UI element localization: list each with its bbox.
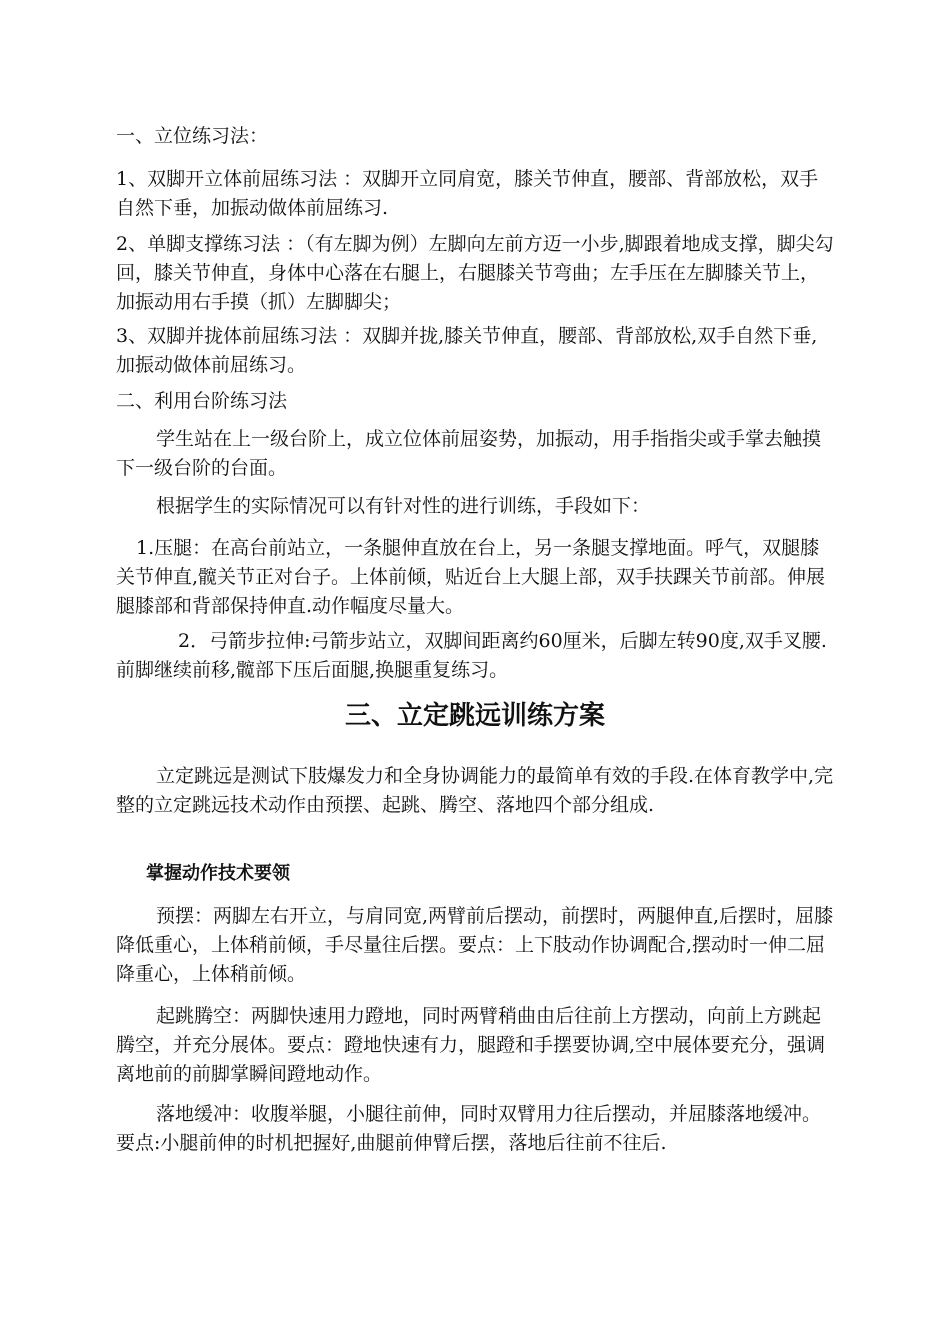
section-2-item-1: 1.压腿：在高台前站立，一条腿伸直放在台上，另一条腿支撑地面。呼气，双腿膝关节伸直,髋关节正对台子。上体前倾，贴近台上大腿上部，双手扶踝关节前部。伸展腿膝部和背部保持伸直.动作幅度尽量大。: [116, 537, 826, 617]
section-3-paragraph-2: 起跳腾空：两脚快速用力蹬地，同时两臂稍曲由后往前上方摆动，向前上方跳起腾空，并充分展体。要点：蹬地快速有力，腿蹬和手摆要协调,空中展体要充分，强调离地前的前脚掌瞬间蹬地动作。: [116, 1005, 826, 1085]
section-3-title: 三、立定跳远训练方案: [344, 701, 605, 731]
section-3-intro: 立定跳远是测试下肢爆发力和全身协调能力的最简单有效的手段.在体育教学中,完整的立定跳远技术动作由预摆、起跳、腾空、落地四个部分组成.: [116, 765, 834, 816]
section-1-item-1: 1、双脚开立体前屈练习法 ：双脚开立同肩宽，膝关节伸直，腰部、背部放松，双手自然下垂，加振动做体前屈练习.: [116, 168, 819, 219]
section-1-item-3: 3、双脚并拢体前屈练习法 ：双脚并拢,膝关节伸直，腰部、背部放松,双手自然下垂,加振动做体前屈练习。: [116, 325, 818, 376]
section-3-paragraph-3: 落地缓冲：收腹举腿，小腿往前伸，同时双臂用力往后摆动，并屈膝落地缓冲。要点:小腿前伸的时机把握好,曲腿前伸臂后摆，落地后往前不往后.: [116, 1103, 822, 1154]
section-1-heading: 一、立位练习法：: [116, 125, 269, 147]
section-3-paragraph-1: 预摆：两脚左右开立，与肩同宽,两臂前后摆动，前摆时，两腿伸直,后摆时，屈膝降低重心，上体稍前倾，手尽量往后摆。要点：上下肢动作协调配合,摆动时一伸二屈降重心，上体稍前倾。: [116, 905, 834, 985]
section-2-item-2: 2．弓箭步拉伸:弓箭步站立，双脚间距离约60厘米，后脚左转90度,双手叉腰.前脚继续前移,髋部下压后面腿,换腿重复练习。: [116, 630, 827, 681]
section-3-subheading: 掌握动作技术要领: [146, 863, 290, 884]
section-1-item-2: 2、单脚支撑练习法 ：（有左脚为例）左脚向左前方迈一小步,脚跟着地成支撑，脚尖勾回，膝关节伸直，身体中心落在右腿上，右腿膝关节弯曲；左手压在左脚膝关节上，加振动用右手摸（抓）左脚脚尖；: [116, 233, 834, 313]
section-2-paragraph-2: 根据学生的实际情况可以有针对性的进行训练，手段如下：: [156, 495, 651, 517]
section-2-paragraph-1: 学生站在上一级台阶上，成立位体前屈姿势，加振动，用手指指尖或手掌去触摸下一级台阶的台面。: [116, 428, 822, 479]
section-2-heading: 二、利用台阶练习法: [116, 390, 288, 412]
